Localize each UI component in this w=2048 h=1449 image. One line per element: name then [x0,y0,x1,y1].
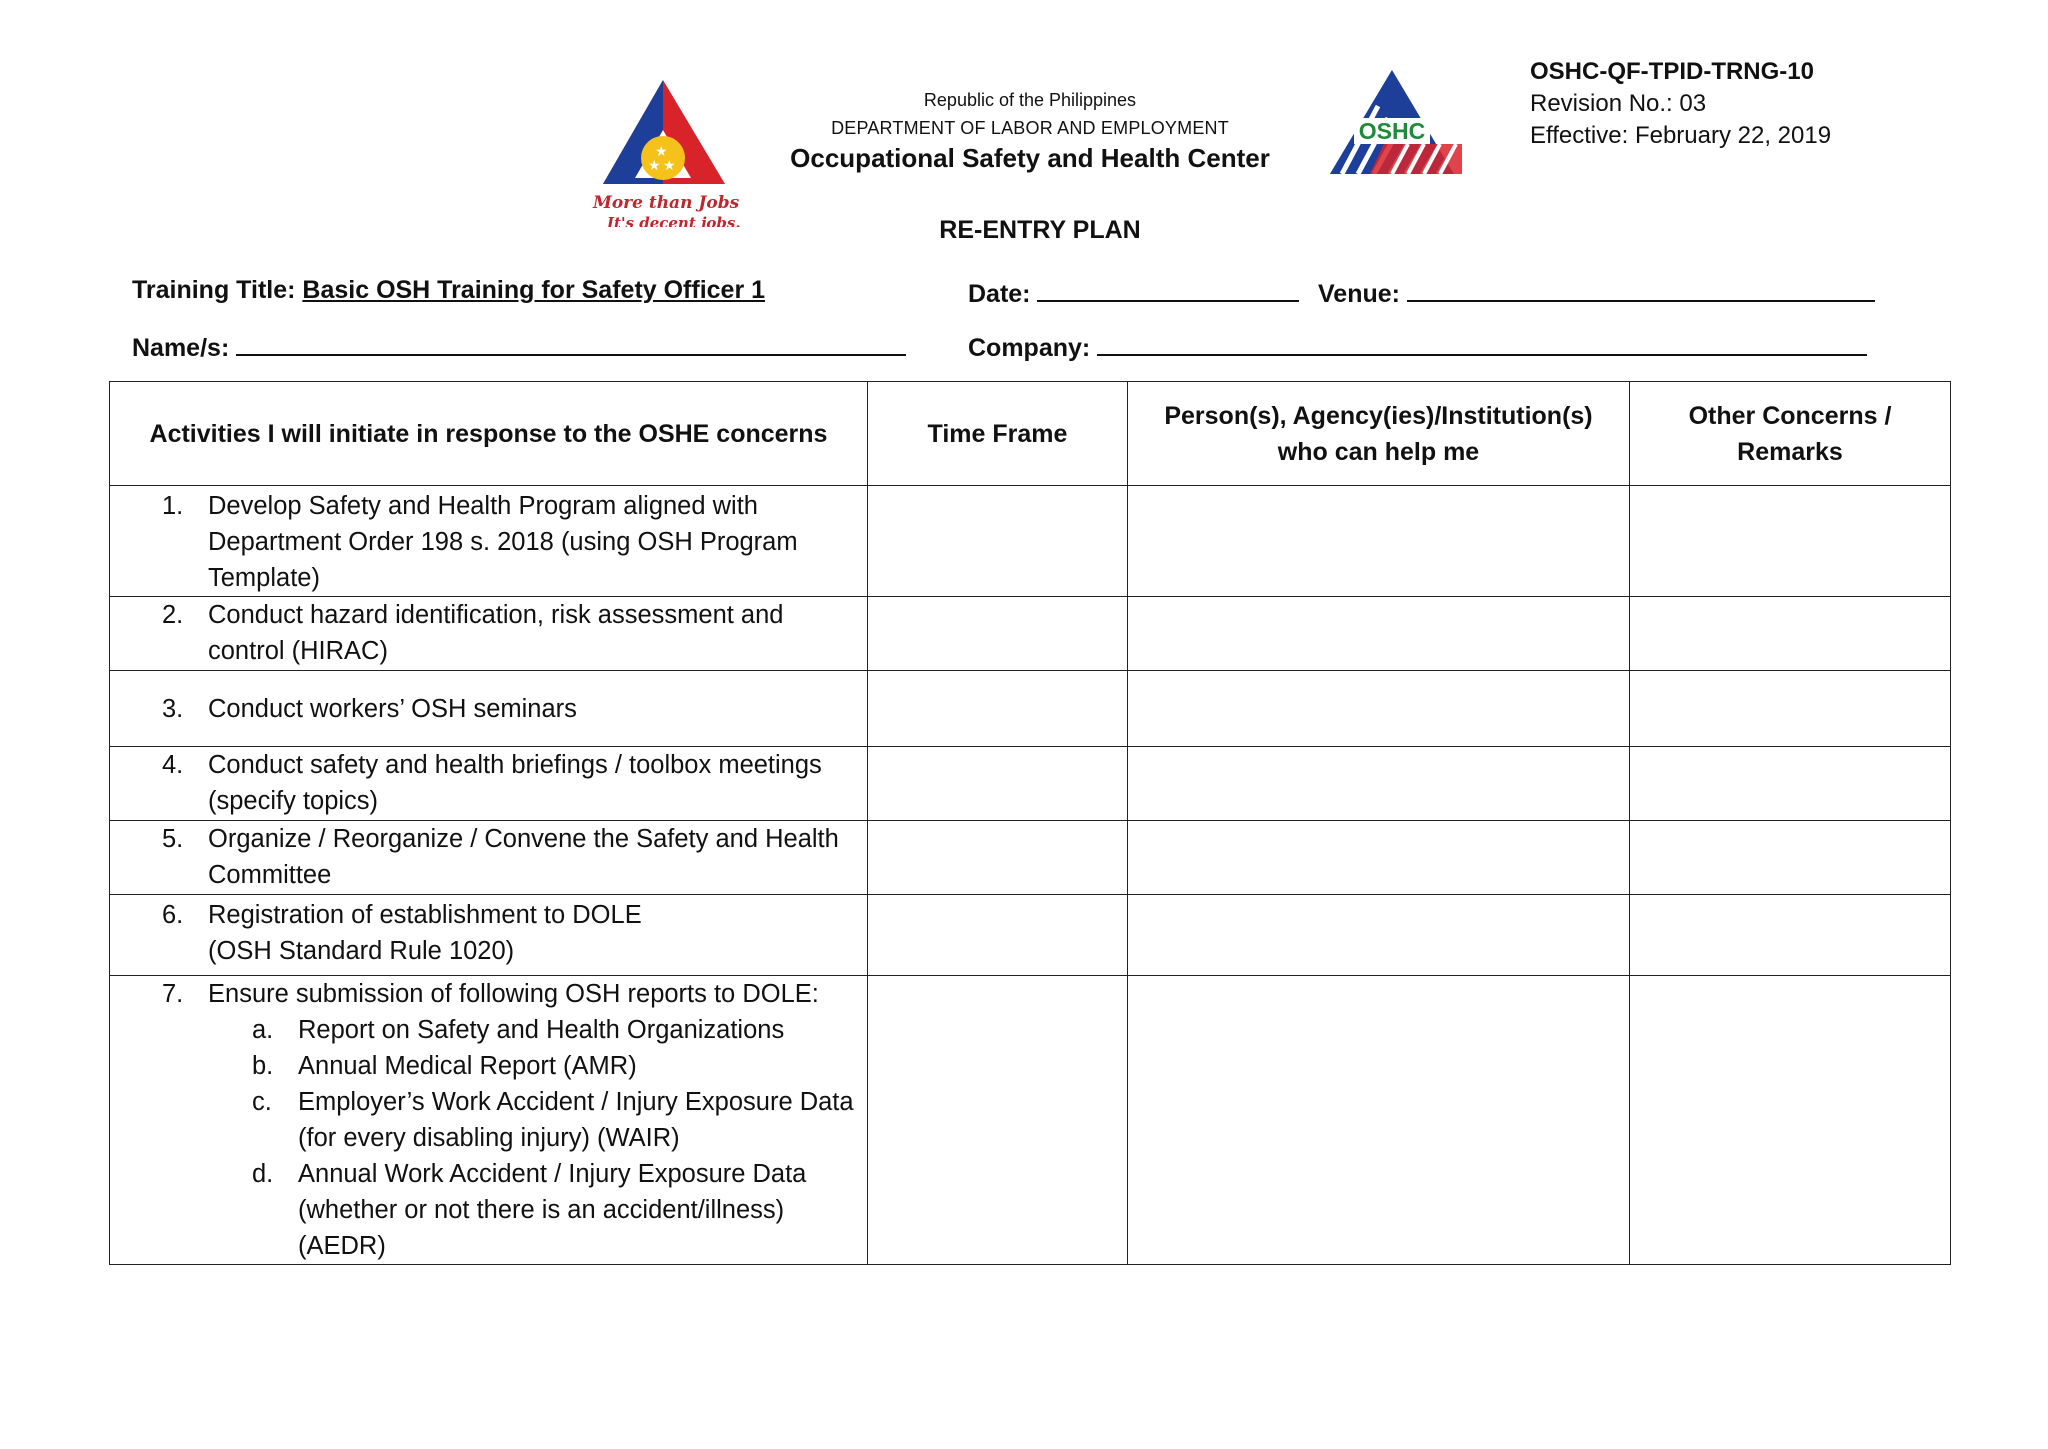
table-row [110,821,1951,895]
activity-number: 3. [162,694,184,723]
activity-number: 5. [162,825,184,853]
names-field [132,330,906,363]
report-subitem [110,1084,867,1156]
company-label: Company: [968,334,1091,362]
date-label: Date: [968,280,1031,308]
persons-cell[interactable] [1128,486,1630,597]
time-frame-cell[interactable] [868,895,1128,976]
table-row [110,597,1951,671]
table-row [110,895,1951,976]
remarks-cell[interactable] [1630,895,1951,976]
report-subitem [110,1012,867,1048]
report-subitem [110,1156,867,1264]
activity-number: 2. [162,601,184,629]
dole-slogan-1: More than Jobs! [593,193,740,213]
document-code: OSHC-QF-TPID-TRNG-10 [1530,58,1814,85]
company-input-line[interactable] [1097,330,1867,356]
table-row [110,671,1951,747]
time-frame-cell[interactable] [868,821,1128,895]
center-name: Occupational Safety and Health Center [790,143,1270,173]
company-field [968,330,1867,363]
remarks-cell[interactable] [1630,747,1951,821]
activity-text: Conduct workers’ OSH seminars [208,694,577,723]
activity-cell [110,976,868,1265]
names-label: Name/s: [132,334,230,362]
report-subitem [110,1048,867,1084]
date-field [968,276,1299,309]
activity-text: Conduct hazard identification, risk assessment and control (HIRAC) [208,601,784,665]
svg-text:★: ★ [663,158,676,174]
subitem-text: Annual Work Accident / Injury Exposure Data (whether or not there is an accident/illness) (AEDR) [298,1160,807,1260]
venue-input-line[interactable] [1407,276,1875,302]
header-remarks: Other Concerns / Remarks [1630,382,1951,486]
dole-logo [585,72,740,227]
persons-cell[interactable] [1128,597,1630,671]
activity-text-block [208,897,859,969]
remarks-cell[interactable] [1630,597,1951,671]
activity-text: Conduct safety and health briefings / toolbox meetings (specify topics) [208,751,822,815]
time-frame-cell[interactable] [868,486,1128,597]
activity-cell [110,486,868,597]
department-label: DEPARTMENT OF LABOR AND EMPLOYMENT [831,118,1229,138]
time-frame-cell[interactable] [868,597,1128,671]
activity-cell [110,821,868,895]
form-title: RE-ENTRY PLAN [939,216,1141,244]
svg-text:★: ★ [648,158,661,174]
header-persons: Person(s), Agency(ies)/Institution(s) who can help me [1128,382,1630,486]
oshc-logo-text: OSHC [1358,118,1426,144]
revision-number: Revision No.: 03 [1530,90,1707,117]
persons-cell[interactable] [1128,895,1630,976]
subitem-letter: c. [252,1088,272,1116]
subitem-letter: d. [252,1160,274,1188]
re-entry-plan-table [109,381,1951,1265]
time-frame-cell[interactable] [868,747,1128,821]
persons-cell[interactable] [1128,976,1630,1265]
activity-cell [110,597,868,671]
activity-text: Registration of establishment to DOLE [208,901,642,929]
activity-cell [110,671,868,747]
activity-number: 1. [162,492,184,520]
effective-date: Effective: February 22, 2019 [1530,122,1832,149]
activity-text: Develop Safety and Health Program aligned with Department Order 198 s. 2018 (using OSH Program Template) [208,492,798,592]
svg-text:★: ★ [655,144,668,160]
subitem-letter: a. [252,1016,274,1044]
header-time-frame: Time Frame [868,382,1128,486]
training-title-label: Training Title: [132,276,296,304]
time-frame-cell[interactable] [868,671,1128,747]
table-header-row [110,382,1951,486]
persons-cell[interactable] [1128,747,1630,821]
training-title-value: Basic OSH Training for Safety Officer 1 [302,276,766,304]
persons-cell[interactable] [1128,821,1630,895]
training-title-field [132,276,765,305]
remarks-cell[interactable] [1630,821,1951,895]
activity-number: 6. [162,901,184,929]
table-row [110,976,1951,1265]
remarks-cell[interactable] [1630,671,1951,747]
dole-slogan-2: It's decent jobs. [607,214,740,227]
remarks-cell[interactable] [1630,976,1951,1265]
subitem-text: Employer’s Work Accident / Injury Exposure Data (for every disabling injury) (WAIR) [298,1088,854,1152]
header-activities: Activities I will initiate in response to the OSHE concerns [110,382,868,486]
table-row [110,747,1951,821]
date-input-line[interactable] [1037,276,1299,302]
activity-cell [110,747,868,821]
activity-cell [110,895,868,976]
venue-field [1318,276,1875,309]
time-frame-cell[interactable] [868,976,1128,1265]
activity-text: Organize / Reorganize / Convene the Safety and Health Committee [208,825,839,889]
subitem-letter: b. [252,1052,274,1080]
names-input-line[interactable] [236,330,906,356]
subitem-text: Annual Medical Report (AMR) [298,1052,637,1080]
activity-number: 7. [162,980,184,1008]
oshc-logo [1322,66,1462,181]
activity-text: Ensure submission of following OSH reports to DOLE: [208,980,819,1008]
activity-text-continued: (OSH Standard Rule 1020) [208,937,515,965]
table-row [110,486,1951,597]
persons-cell[interactable] [1128,671,1630,747]
subitem-text: Report on Safety and Health Organizations [298,1016,785,1044]
republic-label: Republic of the Philippines [923,90,1137,110]
activity-number: 4. [162,751,184,779]
remarks-cell[interactable] [1630,486,1951,597]
venue-label: Venue: [1318,280,1400,308]
